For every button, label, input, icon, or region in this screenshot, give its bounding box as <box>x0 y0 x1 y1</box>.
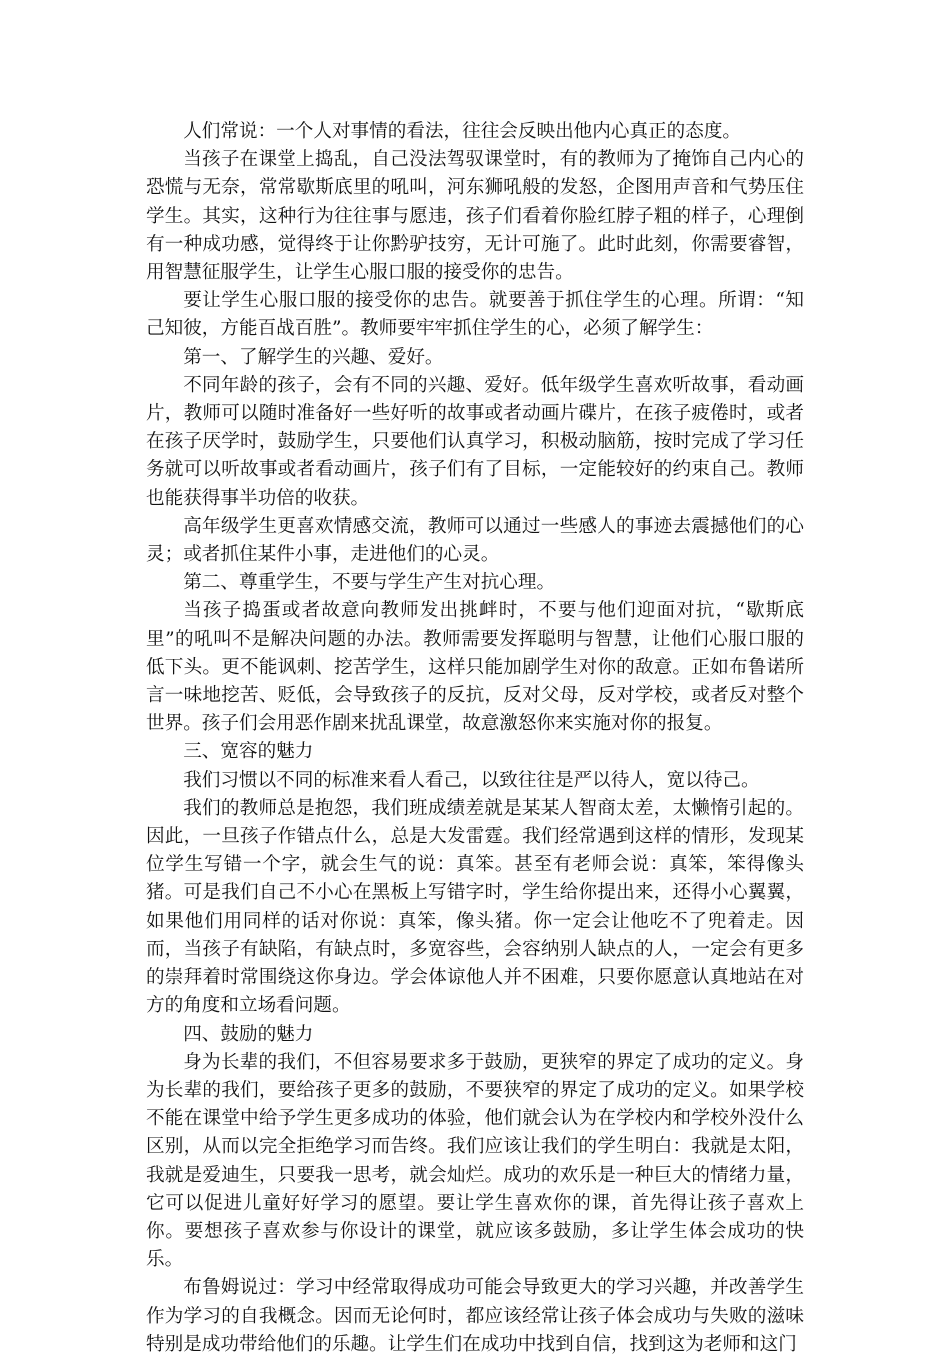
paragraph-encourage-success: 身为长辈的我们，不但容易要求多于鼓励，更狭窄的界定了成功的定义。身为长辈的我们，要给孩子更多的鼓励，不要狭窄的界定了成功的定义。如果学校不能在课堂中给予学生更多成功的体验，他们就会认为在学校内和学校外没什么区别，从而以完全拒绝学习而告终。我们应该让我们的学生明白：我就是太阳，我就是爱迪生，只要我一思考，就会灿烂。成功的欢乐是一种巨大的情绪力量，它可以促进儿童好好学习的愿望。要让学生喜欢你的课，首先得让孩子喜欢上你。要想孩子喜欢参与你设计的课堂，就应该多鼓励，多让学生体会成功的快乐。 <box>146 1051 804 1271</box>
document-body <box>146 118 804 1359</box>
section-heading-respect: 第二、尊重学生，不要与学生产生对抗心理。 <box>183 572 556 594</box>
paragraph-classroom-disruption: 当孩子在课堂上捣乱，自己没法驾驭课堂时，有的教师为了掩饰自己内心的恐慌与无奈，常常歇斯底里的吼叫，河东狮吼般的发怒，企图用声音和气势压住学生。其实，这种行为往往事与愿违，孩子们看着你脸红脖子粗的样子，心理倒有一种成功感，觉得终于让你黔驴技穷，无计可施了。此时此刻，你需要睿智，用智慧征服学生，让学生心服口服的接受你的忠告。 <box>146 149 804 284</box>
paragraph-understand-students: 要让学生心服口服的接受你的忠告。就要善于抓住学生的心理。所谓：“知己知彼，方能百战百胜”。教师要牢牢抓住学生的心，必须了解学生： <box>146 290 804 340</box>
paragraph-bloom-quote: 布鲁姆说过：学习中经常取得成功可能会导致更大的学习兴趣，并改善学生作为学习的自我概念。因而无论何时，都应该经常让孩子体会成功与失败的滋味特别是成功带给他们的乐趣。让学生们在成功中找到自信，找到这为老师和这门 <box>146 1277 804 1355</box>
paragraph-double-standard: 我们习惯以不同的标准来看人看己，以致往往是严以待人，宽以待己。 <box>183 769 760 791</box>
paragraph-age-interests: 不同年龄的孩子，会有不同的兴趣、爱好。低年级学生喜欢听故事，看动画片，教师可以随时准备好一些好听的故事或者动画片碟片，在孩子疲倦时，或者在孩子厌学时，鼓励学生，只要他们认真学习，积极动脑筋，按时完成了学习任务就可以听故事或者看动画片，孩子们有了目标，一定能较好的约束自己。教师也能获得事半功倍的收获。 <box>146 374 804 509</box>
paragraph-teacher-complaints: 我们的教师总是抱怨，我们班成绩差就是某某人智商太差，太懒惰引起的。因此，一旦孩子作错点什么，总是大发雷霆。我们经常遇到这样的情形，发现某位学生写错一个字，就会生气的说：真笨。甚至有老师会说：真笨，笨得像头猪。可是我们自己不小心在黑板上写错字时，学生给你提出来，还得小心翼翼，如果他们用同样的话对你说：真笨，像头猪。你一定会让他吃不了兜着走。因而，当孩子有缺陷，有缺点时，多宽容些，会容纳别人缺点的人，一定会有更多的崇拜着时常围绕这你身边。学会体谅他人并不困难，只要你愿意认真地站在对方的角度和立场看问题。 <box>146 797 804 1017</box>
section-heading-interests: 第一、了解学生的兴趣、爱好。 <box>183 346 444 368</box>
paragraph-senior-students: 高年级学生更喜欢情感交流，教师可以通过一些感人的事迹去震撼他们的心灵；或者抓住某件小事，走进他们的心灵。 <box>146 515 804 566</box>
paragraph-intro: 人们常说：一个人对事情的看法，往往会反映出他内心真正的态度。 <box>183 121 742 142</box>
section-heading-tolerance: 三、宽容的魅力 <box>183 741 314 763</box>
paragraph-no-confrontation: 当孩子捣蛋或者故意向教师发出挑衅时，不要与他们迎面对抗，“歇斯底里”的吼叫不是解决问题的办法。教师需要发挥聪明与智慧，让他们心服口服的低下头。更不能讽刺、挖苦学生，这样只能加剧学生对你的敌意。正如布鲁诺所言一味地挖苦、贬低，会导致孩子的反抗，反对父母，反对学校，或者反对整个世界。孩子们会用恶作剧来扰乱课堂，故意激怒你来实施对你的报复。 <box>146 600 804 735</box>
section-heading-encouragement: 四、鼓励的魅力 <box>183 1023 314 1045</box>
